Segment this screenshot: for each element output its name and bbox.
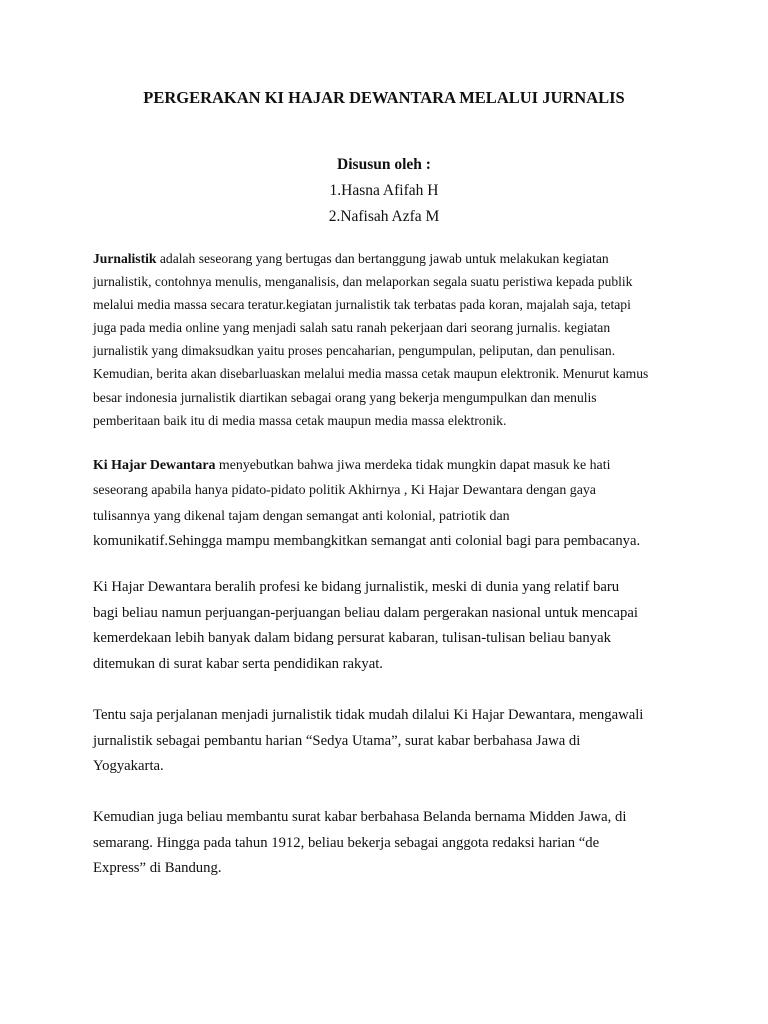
paragraph-line: besar indonesia jurnalistik diartikan sebagai orang yang bekerja mengumpulkan dan menulis xyxy=(93,389,597,405)
paragraph-line: seseorang apabila hanya pidato-pidato politik Akhirnya , Ki Hajar Dewantara dengan gaya xyxy=(93,483,596,499)
paragraph-line: jurnalistik, contohnya menulis, menganalisis, dan melaporkan segala suatu peristiwa kepada publik xyxy=(93,274,633,290)
paragraph-ki-hajar-dewantara xyxy=(93,453,693,554)
paragraph-jurnalistik xyxy=(93,247,693,432)
paragraph-line: Kemudian juga beliau membantu surat kabar berbahasa Belanda bernama Midden Jawa, di xyxy=(93,809,627,825)
line-text: adalah seseorang yang bertugas dan bertanggung jawab untuk melakukan kegiatan xyxy=(156,251,609,266)
paragraph-line: Express” di Bandung. xyxy=(93,860,222,876)
paragraph-line: bagi beliau namun perjuangan-perjuangan beliau dalam pergerakan nasional untuk mencapai xyxy=(93,604,638,621)
author-name: 2.Nafisah Azfa M xyxy=(328,208,440,225)
paragraph-line: komunikatif.Sehingga mampu membangkitkan semangat anti colonial bagi para pembacanya. xyxy=(93,532,641,549)
paragraph-line: semarang. Hingga pada tahun 1912, beliau bekerja sebagai anggota redaksi harian “de xyxy=(93,834,600,851)
lead-term: Jurnalistik xyxy=(93,251,157,266)
paragraph-line: kemerdekaan lebih banyak dalam bidang persurat kabaran, tulisan-tulisan beliau banyak xyxy=(93,630,611,646)
paragraph-line: tulisannya yang dikenal tajam dengan semangat anti kolonial, patriotik dan xyxy=(93,508,510,524)
paragraph-line: melalui media massa secara teratur.kegiatan jurnalistik tak terbatas pada koran, majalah saja, tetapi xyxy=(93,297,631,313)
paragraph-line: pemberitaan baik itu di media massa cetak maupun media massa elektronik. xyxy=(93,412,507,428)
paragraph-line: ditemukan di surat kabar serta pendidikan rakyat. xyxy=(93,655,383,672)
paragraph-line xyxy=(93,247,693,270)
paragraph-profesi xyxy=(93,575,693,677)
paragraph-midden-jawa xyxy=(93,805,693,882)
paragraph-line: jurnalistik sebagai pembantu harian “Sedya Utama”, surat kabar berbahasa Jawa di xyxy=(93,732,581,749)
paragraph-line: Tentu saja perjalanan menjadi jurnalistik tidak mudah dilalui Ki Hajar Dewantara, mengawali xyxy=(93,707,644,723)
paragraph-line: Yogyakarta. xyxy=(93,758,164,774)
paragraph-line xyxy=(93,453,693,478)
author-name: 1.Hasna Afifah H xyxy=(329,182,439,199)
paragraph-perjalanan xyxy=(93,703,693,780)
author-block xyxy=(0,152,768,230)
lead-term: Ki Hajar Dewantara xyxy=(93,458,216,473)
authors-heading: Disusun oleh : xyxy=(337,156,431,173)
document-title: PERGERAKAN KI HAJAR DEWANTARA MELALUI JURNALIS xyxy=(143,88,625,107)
paragraph-line: Kemudian, berita akan disebarluaskan melalui media massa cetak maupun elektronik. Menurut kamus xyxy=(93,366,649,382)
paragraph-line: juga pada media online yang menjadi salah satu ranah pekerjaan dari seorang jurnalis. kegiatan xyxy=(93,320,611,336)
line-text: menyebutkan bahwa jiwa merdeka tidak mungkin dapat masuk ke hati xyxy=(215,458,611,473)
paragraph-line: Ki Hajar Dewantara beralih profesi ke bidang jurnalistik, meski di dunia yang relatif baru xyxy=(93,579,620,595)
paragraph-line: jurnalistik yang dimaksudkan yaitu proses pencaharian, pengumpulan, peliputan, dan penulisan. xyxy=(93,343,616,359)
